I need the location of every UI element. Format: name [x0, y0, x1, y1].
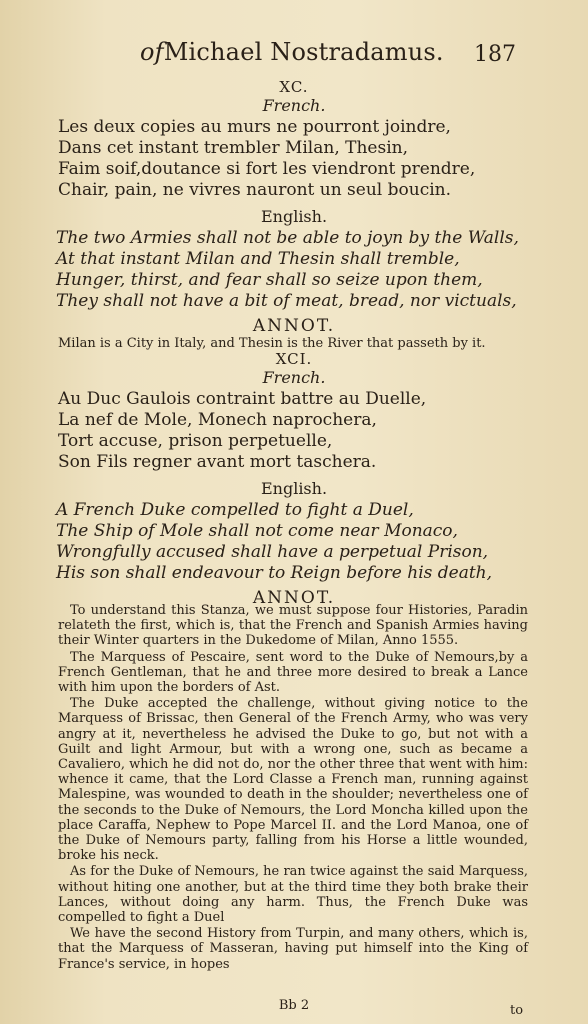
verse-line: Au Duc Gaulois contraint battre au Duelle,	[58, 389, 427, 409]
page-header	[0, 38, 588, 72]
page-number: 187	[474, 42, 516, 67]
commentary-paragraph: The Duke accepted the challenge, without giving notice to the Marquess of Brissac, then General of the French Army, who was very angry at it, nevertheless he advised the Duke to go, but not with a Guilt and light Armour, but with a wrong one, such as became a Cavaliero, which he did not do, nor the other three that went with him: whence it came, that the Lord Classe a French man, running against Malespine, was wounded to death in the shoulder; nevertheless one of the seconds to the Duke of Nemours, the Lord Moncha killed upon the place Caraffa, Nephew to Pope Marcel II. and the Lord Manoa, one of the Duke of Nemours party, falling from his Horse a little wounded, broke his neck.	[58, 696, 528, 864]
english-verse	[0, 500, 588, 584]
french-verse	[0, 117, 588, 201]
commentary-paragraph: The Marquess of Pescaire, sent word to the Duke of Nemours,by a French Gentleman, that he and three more desired to break a Lance with him upon the borders of Ast.	[58, 649, 528, 696]
verse-line: La nef de Mole, Monech naprochera,	[58, 410, 377, 430]
verse-line: Dans cet instant trembler Milan, Thesin,	[58, 138, 409, 158]
annot-text: Milan is a City in Italy, and Thesin is the River that passeth by it.	[58, 336, 486, 351]
verse-line: Son Fils regner avant mort taschera.	[58, 452, 377, 472]
verse-line: Les deux copies au murs ne pourront joindre,	[58, 117, 451, 137]
running-title	[140, 38, 444, 66]
quatrain-number: XC.	[279, 78, 309, 96]
commentary-paragraph: As for the Duke of Nemours, he ran twice against the said Marquess, without hiting one another, but at the third time they both brake their Lances, without doing any harm. Thus, the French Duke was compelled to fight a Duel	[58, 864, 528, 926]
verse-line: At that instant Milan and Thesin shall tremble,	[56, 249, 460, 269]
verse-line: A French Duke compelled to fight a Duel,	[56, 500, 414, 520]
verse-line: Chair, pain, ne vivres nauront un seul boucin.	[58, 180, 452, 200]
french-heading: French.	[262, 96, 326, 115]
french-verse	[0, 389, 588, 473]
quatrain-90	[0, 78, 588, 351]
verse-line: Faim soif,doutance si fort les viendront prendre,	[58, 159, 476, 179]
english-heading: English.	[260, 479, 328, 498]
verse-line: Hunger, thirst, and fear shall so seize upon them,	[56, 270, 483, 290]
verse-line: The two Armies shall not be able to joyn by the Walls,	[56, 228, 519, 248]
verse-line: Wrongfully accused shall have a perpetual Prison,	[56, 542, 489, 562]
english-heading: English.	[260, 207, 328, 226]
catchword: to	[510, 1003, 524, 1018]
running-title-main: Michael Nostradamus.	[163, 38, 444, 66]
running-title-prefix: of	[140, 38, 164, 66]
commentary	[58, 603, 528, 973]
commentary-paragraph: To understand this Stanza, we must suppose four Histories, Paradin relateth the first, which is, that the French and Spanish Armies having their Winter quarters in the Dukedome of Milan, Anno 1555.	[58, 603, 528, 649]
english-verse	[0, 228, 588, 312]
verse-line: Tort accuse, prison perpetuelle,	[58, 431, 333, 451]
verse-line: His son shall endeavour to Reign before his death,	[56, 563, 493, 583]
verse-line: They shall not have a bit of meat, bread, nor victuals,	[56, 291, 517, 311]
quatrain-number: XCI.	[275, 350, 313, 368]
annot-heading: ANNOT.	[252, 316, 336, 336]
french-heading: French.	[262, 368, 326, 387]
annot-heading: ANNOT.	[252, 588, 336, 608]
quatrain-91	[0, 350, 588, 608]
signature-mark: Bb 2	[278, 998, 310, 1013]
commentary-paragraph: We have the second History from Turpin, and many others, which is, that the Marquess of Masseran, having put himself into the King of France's service, in hopes	[58, 926, 528, 972]
verse-line: The Ship of Mole shall not come near Monaco,	[56, 521, 458, 541]
